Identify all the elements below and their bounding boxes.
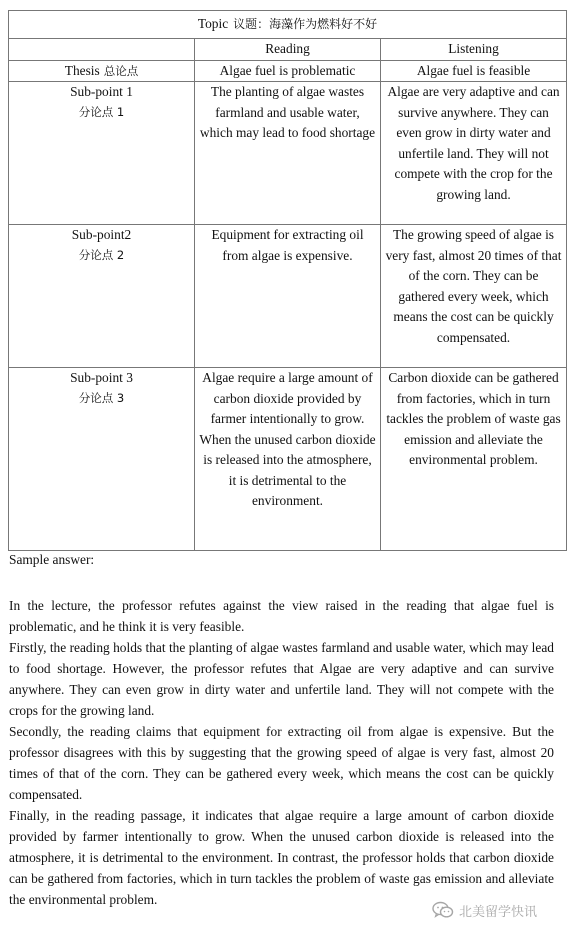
- header-listening: Listening: [381, 39, 567, 61]
- answer-paragraph: Secondly, the reading claims that equipment for extracting oil from algae is expensive. But the professor disagrees with this by suggesting that the growing speed of algae is very fast, almost 20 times of that of the corn. They can be gathered every week, which means the cost can be quickly compensated.: [9, 724, 554, 802]
- thesis-listening: Algae fuel is feasible: [381, 60, 567, 82]
- row-label-cell: [9, 82, 195, 225]
- thesis-label: Thesis: [64, 62, 100, 78]
- thesis-label-cn: 总论点: [103, 63, 139, 78]
- row-label: Sub-point 1: [70, 84, 133, 99]
- listening-cell: Carbon dioxide can be gathered from factories, which in turn tackles the problem of waste gas emission and alleviate the environmental problem.: [381, 368, 567, 551]
- watermark-text: 北美留学快讯: [459, 904, 538, 920]
- listening-cell: Algae are very adaptive and can survive anywhere. They can even grow in dirty water and unfertile land. They will not compete with the crop for the growing land.: [381, 82, 567, 225]
- answer-paragraph: Firstly, the reading holds that the planting of algae wastes farmland and usable water, which may lead to food shortage. However, the professor refutes that Algae are very adaptive and can survive anywhere. They can even grow in dirty water and unfertile land. They will not compete with the crops for the growing land.: [9, 640, 554, 718]
- table-row: [9, 82, 567, 225]
- row-label-cell: [9, 368, 195, 551]
- reading-cell: Equipment for extracting oil from algae is expensive.: [195, 225, 381, 368]
- row-label-cell: [9, 225, 195, 368]
- topic-text: 议题：海藻作为燃料好不好: [233, 17, 378, 32]
- topic-cell: [9, 11, 567, 39]
- topic-label: Topic: [197, 16, 229, 32]
- topic-row: [9, 11, 567, 39]
- reading-cell: Algae require a large amount of carbon dioxide provided by farmer intentionally to grow. When the unused carbon dioxide is released into the atmosphere, it is detrimental to the environment.: [195, 368, 381, 551]
- sample-answer-label: Sample answer:: [9, 552, 95, 567]
- header-empty-cell: [9, 39, 195, 61]
- thesis-row: [9, 60, 567, 82]
- header-row: [9, 39, 567, 61]
- thesis-label-cell: [9, 60, 195, 82]
- row-label: Sub-point 3: [70, 370, 133, 385]
- watermark: [432, 898, 537, 922]
- header-reading: Reading: [195, 39, 381, 61]
- wechat-icon: [432, 901, 454, 919]
- answer-paragraph: In the lecture, the professor refutes against the view raised in the reading that algae fuel is problematic, and he think it is very feasible.: [9, 598, 554, 634]
- thesis-reading: Algae fuel is problematic: [195, 60, 381, 82]
- table-row: [9, 368, 567, 551]
- comparison-table: [8, 10, 567, 551]
- row-label-cn: 分论点 1: [78, 104, 125, 119]
- reading-cell: The planting of algae wastes farmland and usable water, which may lead to food shortage: [195, 82, 381, 225]
- sample-answer-body: [9, 595, 554, 910]
- row-label-cn: 分论点 3: [78, 390, 125, 405]
- table-row: [9, 225, 567, 368]
- answer-paragraph: Finally, in the reading passage, it indicates that algae require a large amount of carbon dioxide provided by farmer intentionally to grow. When the unused carbon dioxide is released into the atmosphere, it is detrimental to the environment. In contrast, the professor holds that carbon dioxide can be gathered from factories, which in turn tackles the problem of waste gas emission and alleviate the environmental problem.: [9, 808, 554, 907]
- row-label: Sub-point2: [71, 227, 132, 242]
- row-label-cn: 分论点 2: [78, 247, 125, 262]
- listening-cell: The growing speed of algae is very fast, almost 20 times of that of the corn. They can be gathered every week, which means the cost can be quickly compensated.: [381, 225, 567, 368]
